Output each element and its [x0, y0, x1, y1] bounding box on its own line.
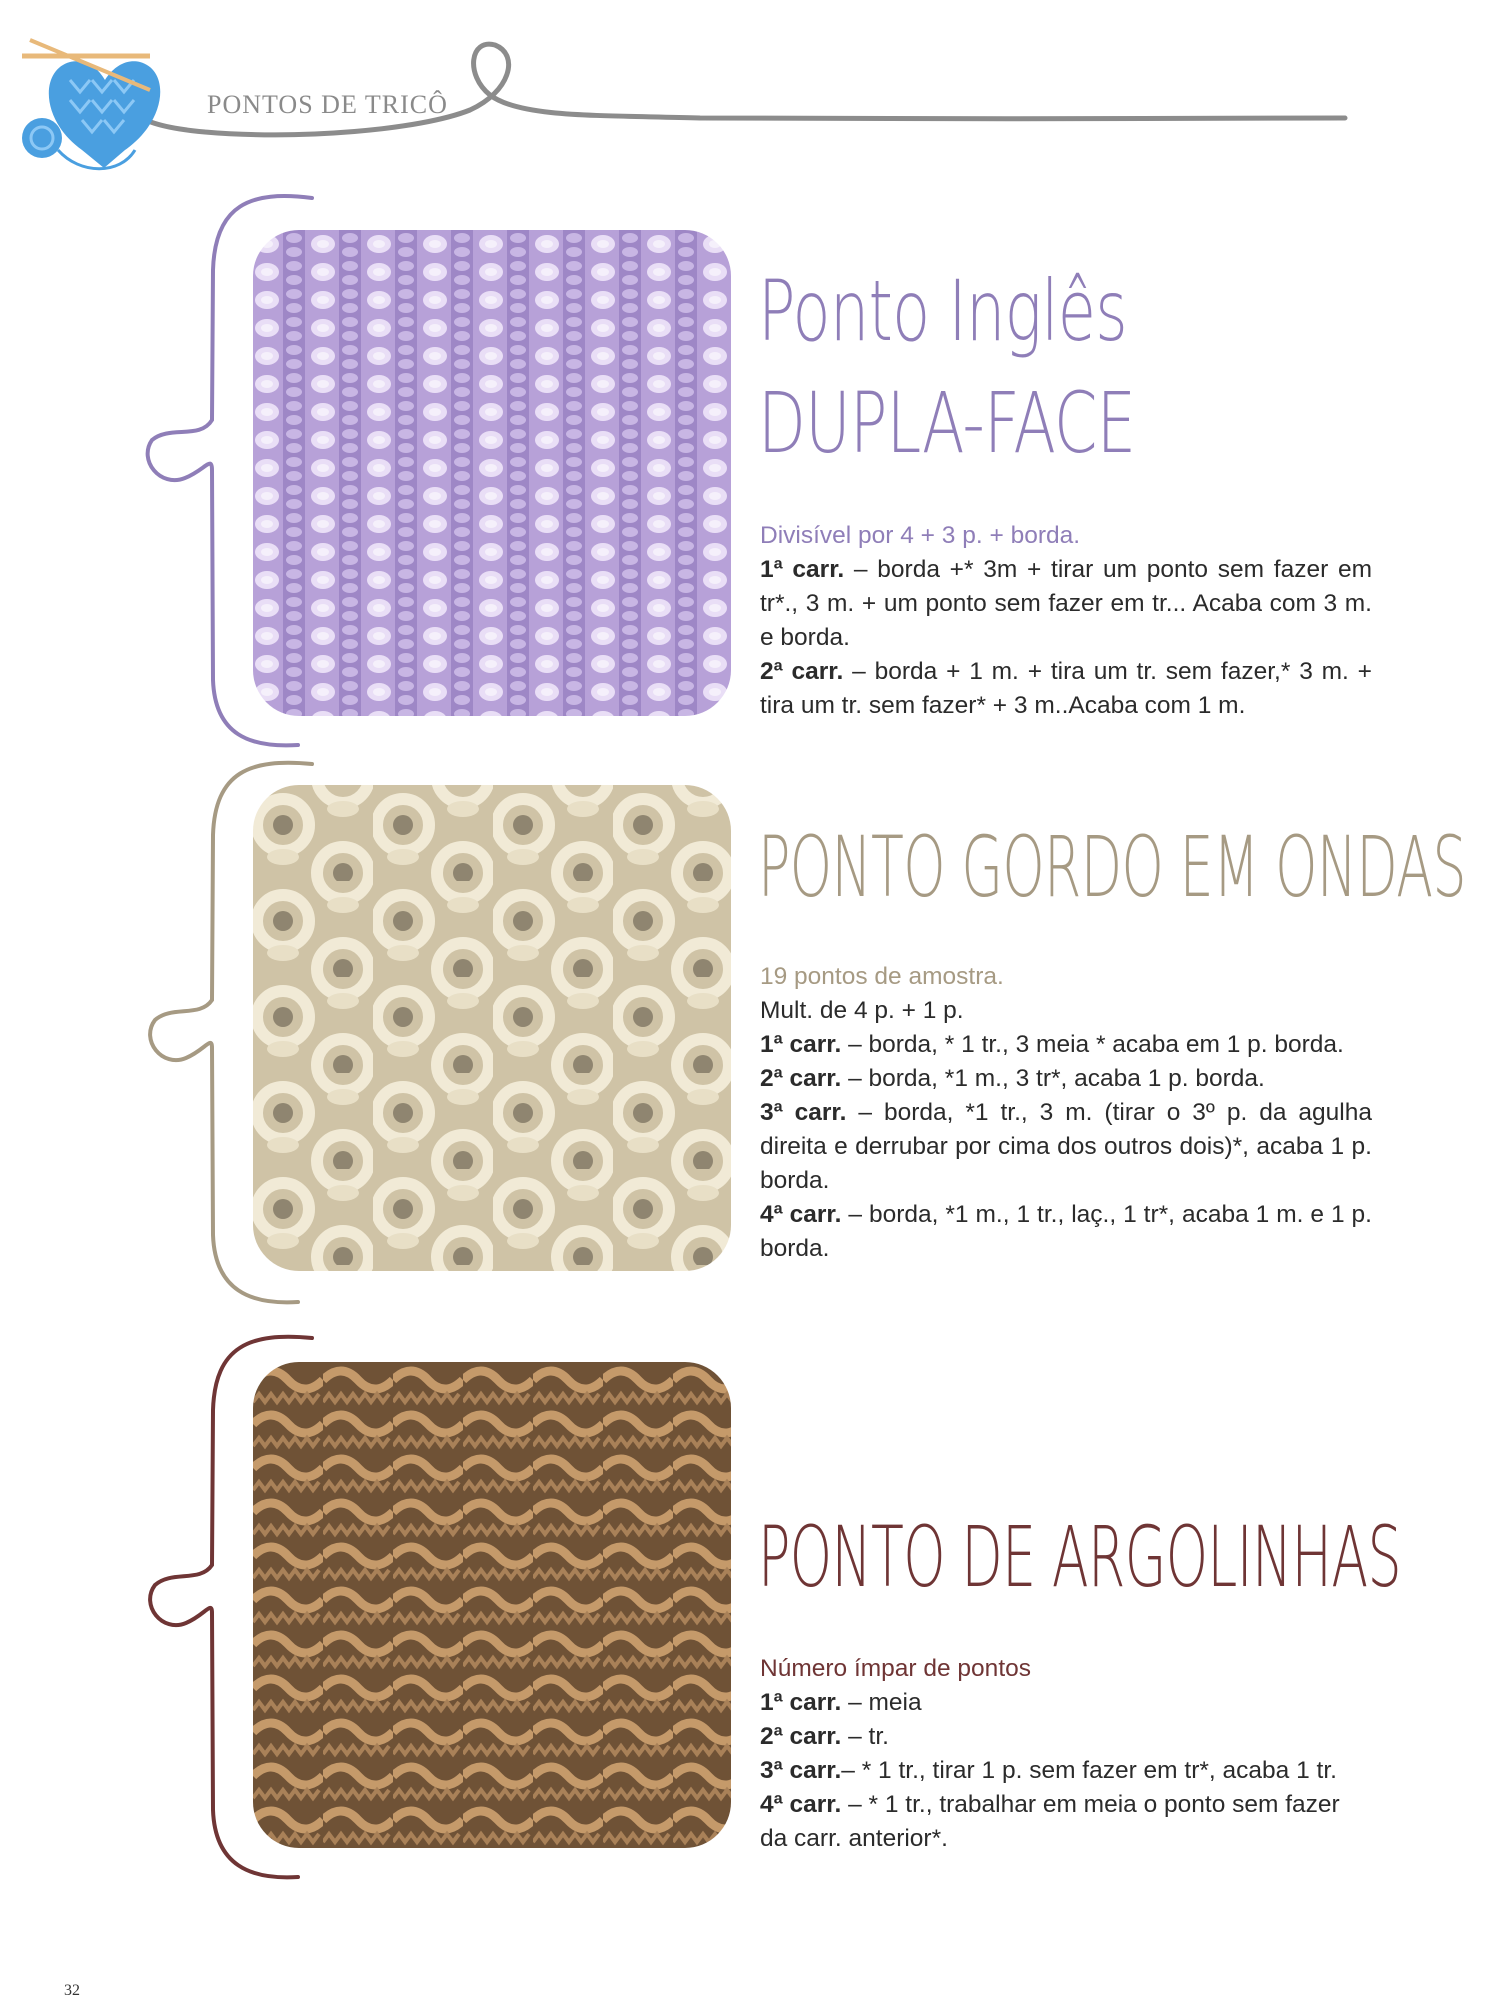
knit-swatch-brown-image	[253, 1362, 731, 1848]
row-instruction	[760, 1720, 1372, 1754]
row-label: 1ª carr.	[760, 1031, 842, 1058]
row-label: 2ª carr.	[760, 1065, 842, 1092]
page-number: 32	[64, 1982, 80, 1999]
row-instruction	[760, 553, 1372, 655]
stitch-description-2	[760, 960, 1372, 1266]
row-text: – borda, *1 tr., 3 m. (tirar o 3º p. da agulha direita e derrubar por cima dos outros dois)*, acaba 1 p. borda.	[760, 1099, 1372, 1194]
row-instruction	[760, 1028, 1372, 1062]
row-text: – meia	[841, 1689, 922, 1716]
row-instruction	[760, 1686, 1372, 1720]
row-instruction	[760, 1062, 1372, 1096]
row-instruction	[760, 1754, 1372, 1788]
row-instruction	[760, 1788, 1372, 1856]
stitch-description-1	[760, 519, 1372, 723]
row-instruction	[760, 655, 1372, 723]
stitch-title-ponto-argolinhas: PONTO DE ARGOLINHAS	[758, 1508, 1401, 1606]
row-label: 2ª carr.	[760, 658, 844, 685]
row-instruction	[760, 1198, 1372, 1266]
row-text: – tr.	[841, 1723, 889, 1750]
row-instruction	[760, 1096, 1372, 1198]
stitch-subtitle: 19 pontos de amostra.	[760, 963, 1004, 990]
row-text: – * 1 tr., tirar 1 p. sem fazer em tr*, acaba 1 tr.	[841, 1757, 1337, 1784]
header-title: PONTOS DE TRICÔ	[207, 90, 448, 119]
row-text: – borda +* 3m + tirar um ponto sem fazer em tr*., 3 m. + um ponto sem fazer em tr... Acaba com 3 m. e borda.	[760, 556, 1372, 651]
row-label: 3ª carr.	[760, 1099, 847, 1126]
stitch-title-ponto-ingles: Ponto Inglês	[758, 262, 1127, 360]
row-label: 2ª carr.	[760, 1723, 842, 1750]
stitch-title-ponto-gordo: PONTO GORDO EM ONDAS	[758, 818, 1466, 916]
stitch-title-dupla-face: DUPLA-FACE	[758, 374, 1136, 472]
stitch-subtitle: Divisível por 4 + 3 p. + borda.	[760, 522, 1081, 549]
row-label: 3ª carr.	[760, 1757, 842, 1784]
knit-swatch-purple-image	[253, 230, 731, 716]
stitch-subtitle: Número ímpar de pontos	[760, 1655, 1031, 1682]
row-label: 1ª carr.	[760, 556, 845, 583]
stitch-description-3	[760, 1652, 1372, 1856]
stitch-multiple: Mult. de 4 p. + 1 p.	[760, 997, 964, 1024]
row-text: – * 1 tr., trabalhar em meia o ponto sem fazer da carr. anterior*.	[760, 1791, 1340, 1852]
row-text: – borda + 1 m. + tira um tr. sem fazer,* 3 m. + tira um tr. sem fazer* + 3 m..Acaba com 1 m.	[760, 658, 1372, 719]
row-label: 4ª carr.	[760, 1791, 842, 1818]
knit-swatch-beige-image	[253, 785, 731, 1271]
row-text: – borda, *1 m., 1 tr., laç., 1 tr*, acaba 1 m. e 1 p. borda.	[760, 1201, 1372, 1262]
row-label: 4ª carr.	[760, 1201, 842, 1228]
row-text: – borda, * 1 tr., 3 meia * acaba em 1 p. borda.	[841, 1031, 1344, 1058]
row-label: 1ª carr.	[760, 1689, 842, 1716]
yarn-heart-logo-icon	[22, 40, 160, 169]
row-text: – borda, *1 m., 3 tr*, acaba 1 p. borda.	[841, 1065, 1265, 1092]
